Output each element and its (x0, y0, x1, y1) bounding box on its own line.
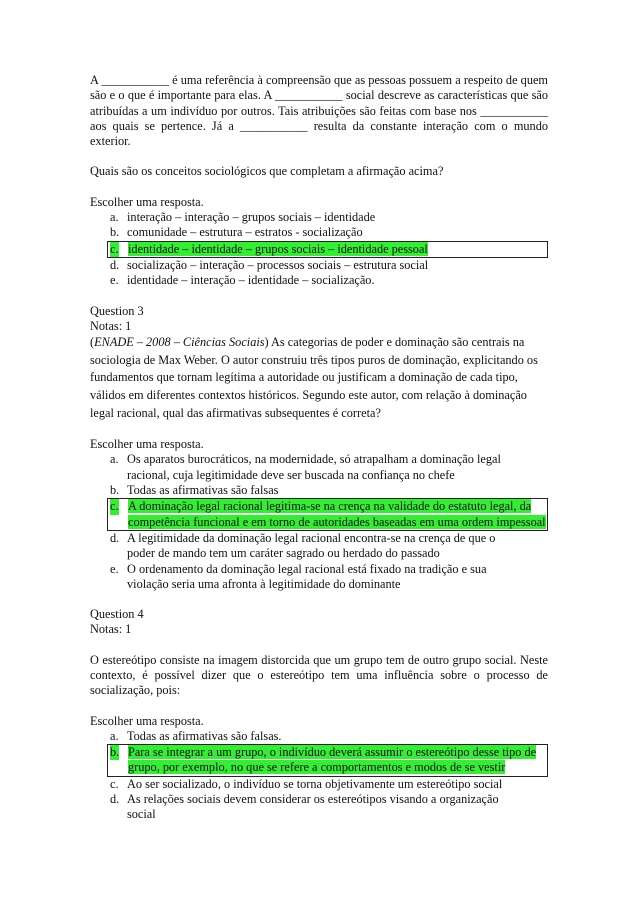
q2-option-d[interactable]: d. socialização – interação – processos sociais – estrutura social (110, 257, 429, 272)
q3-option-d[interactable]: d. A legitimidade da dominação legal racional encontra-se na crença de que o poder de mando tem um caráter sagrado ou herdado do passado (110, 530, 496, 561)
q4-option-d[interactable]: d. As relações sociais devem considerar os estereótipos visando a organização social (110, 792, 499, 822)
q4-title: Question 4 (90, 607, 144, 622)
q3-statement: (ENADE – 2008 – Ciências Sociais) As categorias de poder e dominação são centrais na sociologia de Max Weber. O autor construiu três tipos puros de dominação, explicitando os fundamentos que tornam legítima a autoridade ou justificam a dominação de cada tipo, válidos em diferentes contextos históricos. Segundo este autor, com relação à dominação legal racional, qual das afirmativas subsequentes é correta? (90, 335, 538, 420)
q4-option-c[interactable]: c. Ao ser socializado, o indivíduo se torna objetivamente um estereótipo social (110, 776, 503, 791)
q3-source: ENADE – 2008 – Ciências Sociais (94, 335, 265, 350)
q2-question: Quais são os conceitos sociológicos que completam a afirmação acima? (90, 164, 444, 179)
q2-choose-label: Escolher uma resposta. (90, 194, 204, 209)
q4-score: Notas: 1 (90, 622, 132, 637)
q4-option-a[interactable]: a. Todas as afirmativas são falsas. (110, 728, 282, 743)
q3-option-a[interactable]: a. Os aparatos burocráticos, na modernidade, só atrapalham a dominação legal racional, cuja legitimidade deve ser buscada na confiança no chefe (110, 452, 501, 482)
q3-title: Question 3 (90, 303, 144, 318)
q2-options (90, 210, 548, 288)
q3-option-e[interactable]: e. O ordenamento da dominação legal racional está fixado na tradição e sua violação seria uma afronta à legitimidade do dominante (110, 561, 487, 591)
q4-choose-label: Escolher uma resposta. (90, 713, 204, 728)
document-page (90, 73, 548, 823)
q3-choose-label: Escolher uma resposta. (90, 437, 204, 452)
q2-option-b[interactable]: b. comunidade – estrutura – estratos - socialização (110, 225, 363, 240)
q4-statement: O estereótipo consiste na imagem distorcida que um grupo tem de outro grupo social. Neste contexto, é possível dizer que o estereótipo tem uma influência sobre o processo de socialização, pois: (90, 652, 548, 698)
q3-score: Notas: 1 (90, 318, 132, 333)
q2-option-c-selected[interactable]: c. identidade – identidade – grupos sociais – identidade pessoal (107, 241, 548, 258)
q2-option-a[interactable]: a. interação – interação – grupos sociais – identidade (110, 210, 376, 225)
q2-statement: A ___________ é uma referência à compreensão que as pessoas possuem a respeito de quem são e o que é importante para elas. A ___________ social descreve as características que são atribuídas a um indivíduo por outros. Tais atribuições são feitas com base nos ___________ aos quais se pertence. Já a ___________ resulta da constante interação com o mundo exterior. (90, 73, 548, 149)
q3-option-c-selected[interactable]: c. A dominação legal racional legitima-se na crença na validade do estatuto legal, da competência funcional e em torno de autoridades baseadas em uma ordem impessoal (107, 498, 548, 531)
q2-option-e[interactable]: e. identidade – interação – identidade – socialização. (110, 273, 375, 288)
q3-options (90, 452, 548, 592)
q4-options (90, 729, 548, 823)
q4-option-b-selected[interactable]: b. Para se integrar a um grupo, o indivíduo deverá assumir o estereótipo desse tipo de grupo, por exemplo, no que se refere a comportamentos e modos de se vestir (107, 744, 548, 777)
q3-option-b[interactable]: b. Todas as afirmativas são falsas (110, 483, 279, 498)
